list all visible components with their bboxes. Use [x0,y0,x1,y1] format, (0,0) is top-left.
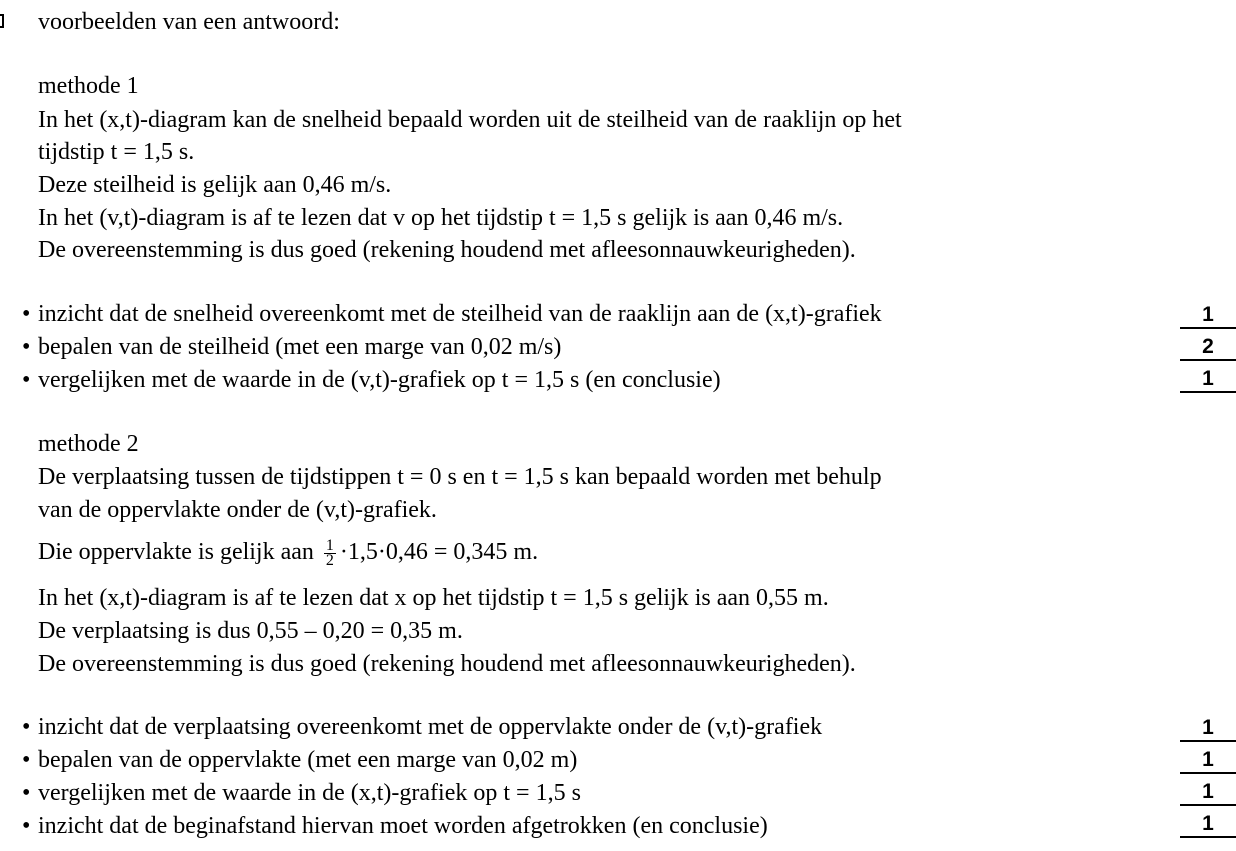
method1-score-3: 1 [1180,367,1236,393]
method1-line-2: tijdstip t = 1,5 s. [38,139,195,165]
method1-line-5: De overeenstemming is dus goed (rekening houdend met afleesonnauwkeurigheden). [38,237,856,263]
bullet-marker: • [22,813,31,839]
method2-score-2: 1 [1180,748,1236,774]
method2-line-3: In het (x,t)-diagram is af te lezen dat x op het tijdstip t = 1,5 s gelijk is aan 0,55 m. [38,585,829,611]
intro-text: voorbeelden van een antwoord: [38,9,340,35]
criterion-text: bepalen van de steilheid (met een marge van 0,02 m/s) [38,334,562,360]
method1-line-4: In het (v,t)-diagram is af te lezen dat v op het tijdstip t = 1,5 s gelijk is aan 0,46 m/s. [38,205,844,231]
method2-criterion-1 [22,713,822,741]
criterion-text: inzicht dat de beginafstand hiervan moet worden afgetrokken (en conclusie) [38,813,768,839]
method2-criterion-3 [22,779,581,807]
method2-score-4: 1 [1180,812,1236,838]
method2-line-2: van de oppervlakte onder de (v,t)-grafiek. [38,497,437,523]
method2-score-1: 1 [1180,716,1236,742]
method1-criterion-3 [22,366,721,394]
bullet-marker: • [22,367,31,393]
criterion-text: bepalen van de oppervlakte (met een marge van 0,02 m) [38,747,578,773]
criterion-text: inzicht dat de verplaatsing overeenkomt met de oppervlakte onder de (v,t)-grafiek [38,714,823,740]
bullet-marker: • [22,780,31,806]
method1-score-2: 2 [1180,335,1236,361]
method2-line-5: De overeenstemming is dus goed (rekening houdend met afleesonnauwkeurigheden). [38,651,856,677]
bullet-marker: • [22,301,31,327]
criterion-text: vergelijken met de waarde in de (v,t)-grafiek op t = 1,5 s (en conclusie) [38,367,721,393]
bullet-marker: • [22,334,31,360]
method2-line-1: De verplaatsing tussen de tijdstippen t = 0 s en t = 1,5 s kan bepaald worden met behulp [38,464,882,490]
criterion-text: inzicht dat de snelheid overeenkomt met de steilheid van de raaklijn aan de (x,t)-grafiek [38,301,882,327]
area-prefix: Die oppervlakte is gelijk aan [38,539,314,565]
method1-criterion-1 [22,300,882,328]
method1-heading: methode 1 [38,73,139,99]
bullet-marker: • [22,747,31,773]
method2-heading: methode 2 [38,431,139,457]
method1-criterion-2 [22,333,561,361]
criterion-text: vergelijken met de waarde in de (x,t)-grafiek op t = 1,5 s [38,780,581,806]
method1-line-3: Deze steilheid is gelijk aan 0,46 m/s. [38,172,392,198]
method1-line-1: In het (x,t)-diagram kan de snelheid bepaald worden uit de steilheid van de raaklijn op het [38,107,902,133]
fraction-numerator: 1 [325,536,334,554]
method2-score-3: 1 [1180,780,1236,806]
bullet-marker: • [22,714,31,740]
fraction-half [324,536,336,569]
area-suffix: ·1,5·0,46 = 0,345 m. [339,539,539,565]
method2-line-4: De verplaatsing is dus 0,55 – 0,20 = 0,35 m. [38,618,463,644]
method2-criterion-4 [22,812,768,840]
fraction-denominator: 2 [325,551,334,569]
checkbox-marker [0,14,4,28]
method1-score-1: 1 [1180,303,1236,329]
method2-criterion-2 [22,746,577,774]
method2-area-line [38,538,538,568]
